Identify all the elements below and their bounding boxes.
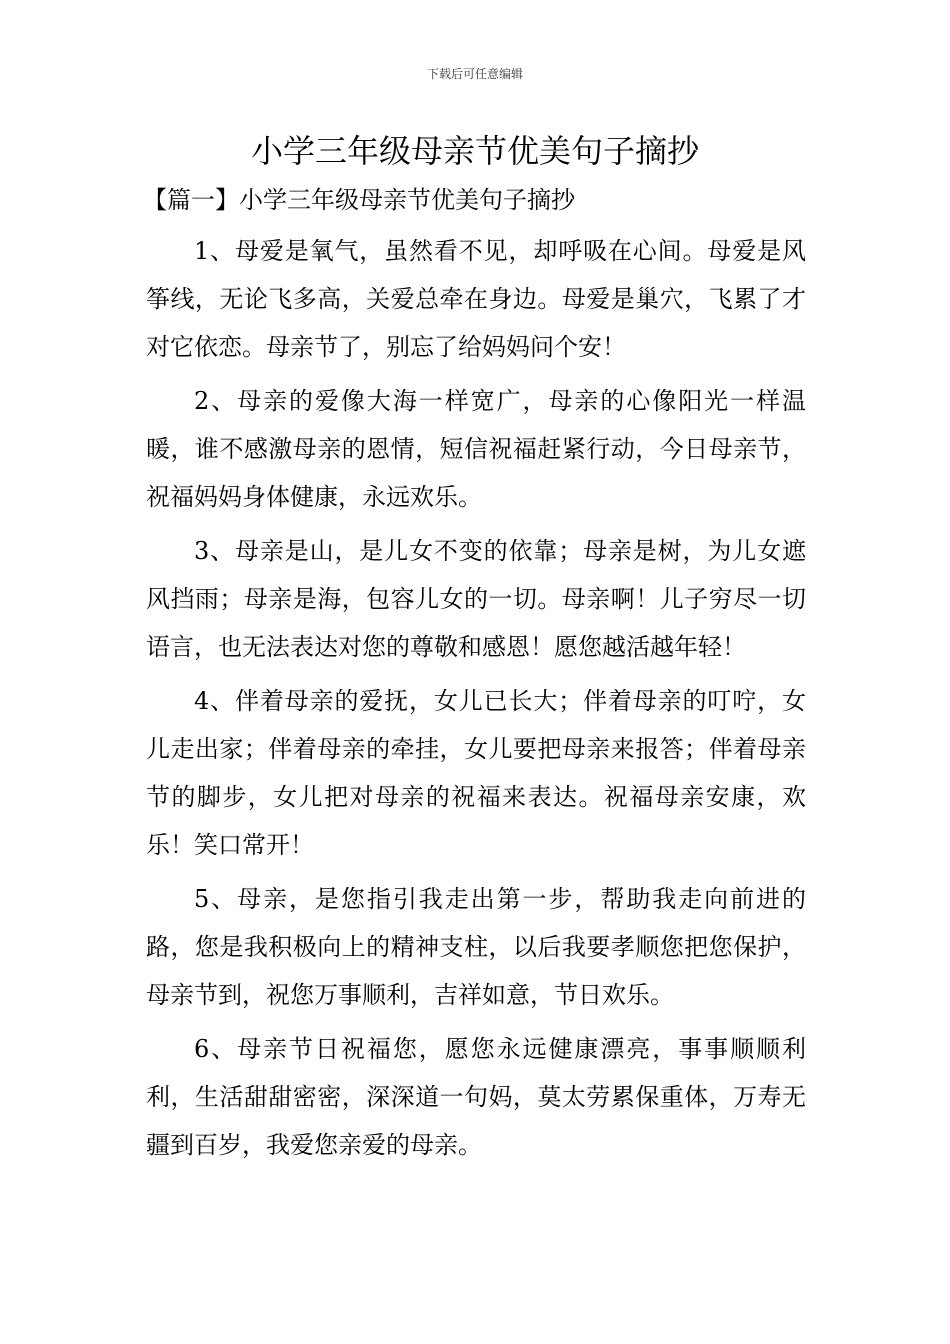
paragraph-2: 2、母亲的爱像大海一样宽广，母亲的心像阳光一样温暖，谁不感激母亲的恩情，短信祝福赶紧行动，今日母亲节，祝福妈妈身体健康，永远欢乐。 <box>146 387 806 511</box>
document-body <box>146 227 806 1175</box>
section-heading: 【篇一】小学三年级母亲节优美句子摘抄 <box>143 186 575 214</box>
paragraph-5: 5、母亲，是您指引我走出第一步，帮助我走向前进的路，您是我积极向上的精神支柱，以后我要孝顺您把您保护，母亲节到，祝您万事顺利，吉祥如意，节日欢乐。 <box>146 885 806 1009</box>
paragraph-3: 3、母亲是山，是儿女不变的依靠；母亲是树，为儿女遮风挡雨；母亲是海，包容儿女的一切。母亲啊！儿子穷尽一切语言，也无法表达对您的尊敬和感恩！愿您越活越年轻！ <box>146 537 806 661</box>
paragraph-4: 4、伴着母亲的爱抚，女儿已长大；伴着母亲的叮咛，女儿走出家；伴着母亲的牵挂，女儿要把母亲来报答；伴着母亲节的脚步，女儿把对母亲的祝福来表达。祝福母亲安康，欢乐！笑口常开！ <box>146 687 806 859</box>
document-title: 小学三年级母亲节优美句子摘抄 <box>250 132 699 170</box>
paragraph-6: 6、母亲节日祝福您，愿您永远健康漂亮，事事顺顺利利，生活甜甜密密，深深道一句妈，莫太劳累保重体，万寿无疆到百岁，我爱您亲爱的母亲。 <box>146 1035 806 1159</box>
page-header-note: 下载后可任意编辑 <box>426 67 523 81</box>
paragraph-1: 1、母爱是氧气，虽然看不见，却呼吸在心间。母爱是风筝线，无论飞多高，关爱总牵在身边。母爱是巢穴，飞累了才对它依恋。母亲节了，别忘了给妈妈问个安！ <box>146 237 806 361</box>
